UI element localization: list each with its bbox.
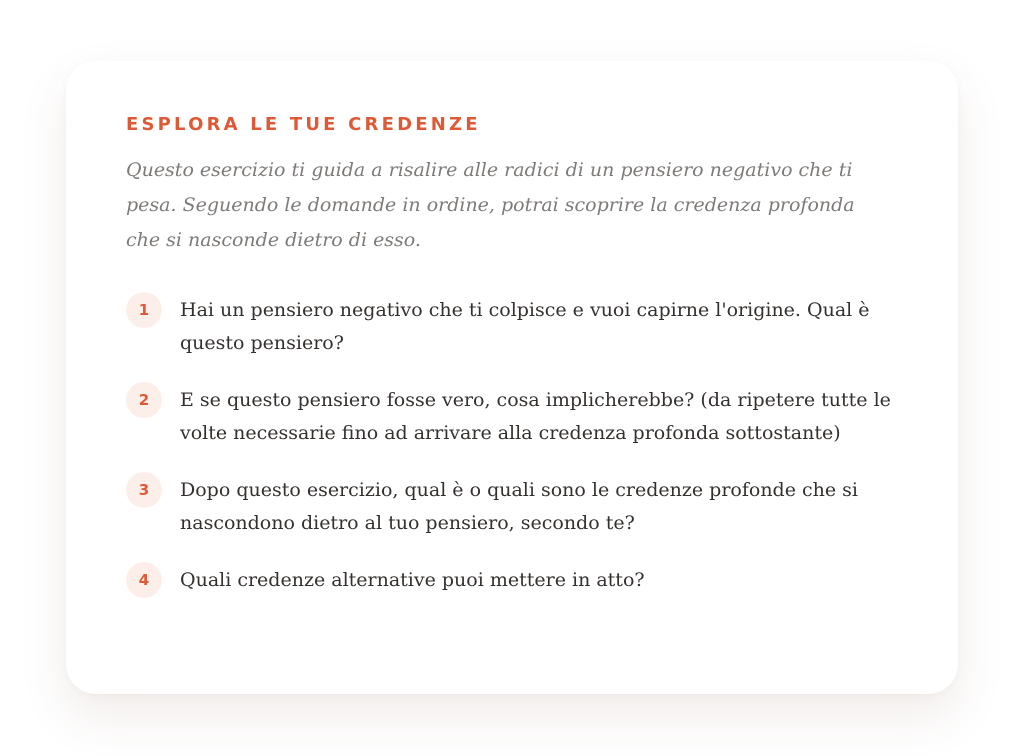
step-question: Dopo questo esercizio, qual è o quali sono le credenze profonde che si nascondono dietro al tuo pensiero, secondo te? (180, 479, 858, 534)
step-item-3 (126, 474, 898, 540)
step-question: Quali credenze alternative puoi mettere in atto? (180, 569, 645, 591)
step-number-badge: 3 (126, 472, 162, 508)
step-question: E se questo pensiero fosse vero, cosa implicherebbe? (da ripetere tutte le volte necessarie fino ad arrivare alla credenza profonda sottostante) (180, 389, 891, 444)
step-item-1 (126, 294, 898, 360)
exercise-card (66, 61, 958, 694)
step-item-4 (126, 564, 898, 598)
intro-text: Questo esercizio ti guida a risalire alle radici di un pensiero negativo che ti pesa. Seguendo le domande in ordine, potrai scoprire la credenza profonda che si nasconde dietro di esso. (126, 159, 855, 251)
step-item-2 (126, 384, 898, 450)
section-eyebrow: ESPLORA LE TUE CREDENZE (126, 114, 481, 135)
step-number-badge: 2 (126, 382, 162, 418)
step-question: Hai un pensiero negativo che ti colpisce e vuoi capirne l'origine. Qual è questo pensiero? (180, 299, 870, 354)
step-number-badge: 1 (126, 292, 162, 328)
steps-list (126, 294, 898, 598)
step-number-badge: 4 (126, 562, 162, 598)
